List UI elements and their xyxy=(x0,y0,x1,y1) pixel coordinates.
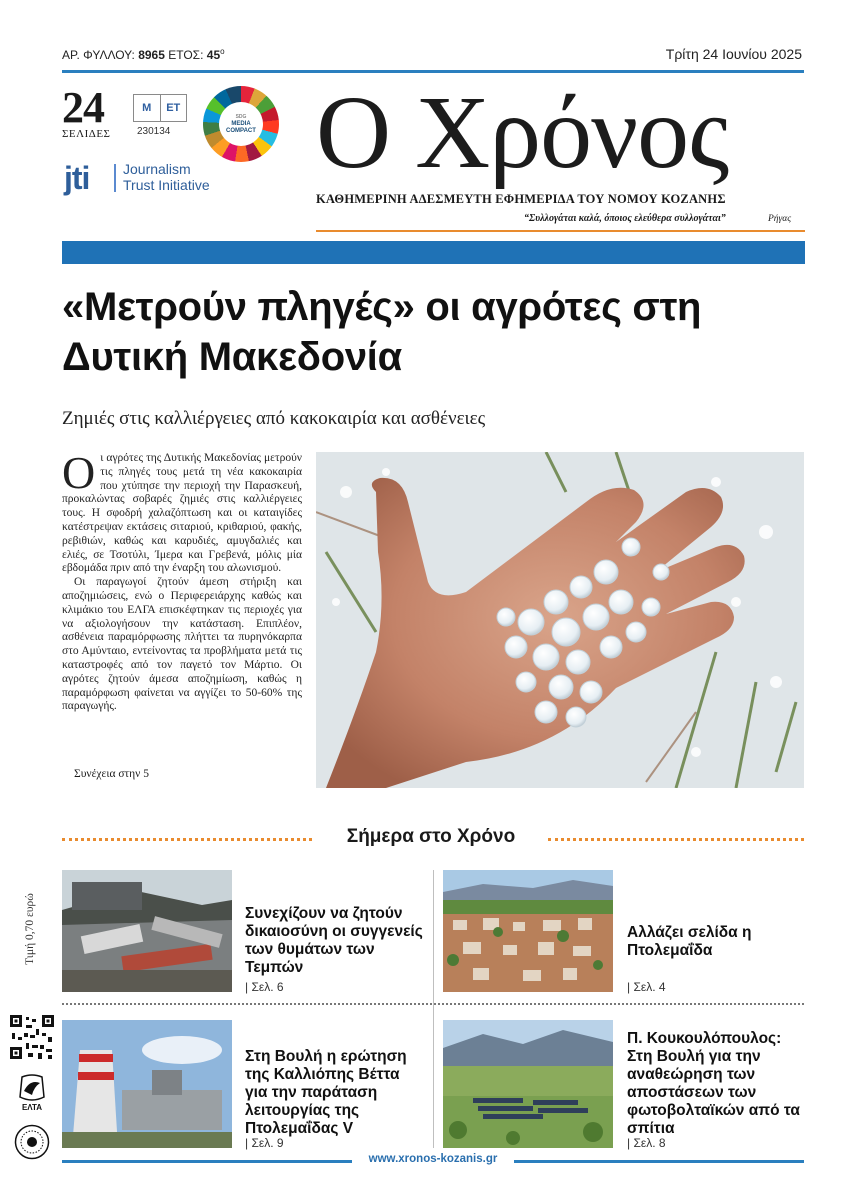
article-paragraph-1-text: ι αγρότες της Δυτικής Μακεδονίας μετρούν τις πληγές τους μετά τη νέα κακοκαιρία που χτύπησε την περιοχή την Παρασκευή, προκαλώντας σοβαρές ζημιές στις καλλιέργειες τους. Η σφοδρή χαλαζόπτωση και οι καταιγίδες κατέστρεψαν εκτάσεις σιταριού, κριθαριού, φακής, ρεβιθιών, καθώς και καρυδιές, αμυγδαλιές και ελιές, σε Τσοτύλι, Ίμερα και Γρεβενά, μόλις μία εβδομάδα πριν από την έναρξη του αλωνισμού. xyxy=(62,452,302,575)
article-paragraph-1 xyxy=(62,447,302,576)
story-1-title[interactable]: Συνεχίζουν να ζητούν δικαιοσύνη οι συγγενείς των θυμάτων των Τεμπών xyxy=(245,905,423,976)
story-2-title[interactable]: Αλλάζει σελίδα η Πτολεμαΐδα xyxy=(627,924,752,959)
lead-subheadline: Ζημιές στις καλλιέργειες από κακοκαιρία και ασθένειες xyxy=(62,408,486,429)
story-4-page: | Σελ. 8 xyxy=(627,1136,666,1150)
masthead-blue-band xyxy=(62,241,805,264)
hailstones-hand-illustration xyxy=(316,452,804,788)
hailstones-hand-photo xyxy=(316,452,804,788)
story-3-page: | Σελ. 9 xyxy=(245,1136,284,1150)
masthead-orange-rule xyxy=(316,230,805,232)
lead-article-body xyxy=(62,447,302,714)
price-text: Τιμή 0,70 ευρώ xyxy=(24,893,36,965)
section-dots-left xyxy=(62,838,312,841)
publication-date: Τρίτη 24 Ιουνίου 2025 xyxy=(665,46,802,62)
met-logo-left: Μ xyxy=(134,95,161,121)
solar-farm-illustration xyxy=(443,1020,613,1148)
continued-link[interactable]: Συνέχεια στην 5 xyxy=(74,768,150,780)
drop-cap: Ο xyxy=(62,447,96,498)
media-compact-media: MEDIA xyxy=(231,120,251,127)
issue-number: 8965 xyxy=(138,48,165,62)
met-logo xyxy=(133,94,187,122)
qr-code-icon[interactable] xyxy=(10,1015,54,1059)
ptolemaida-town-photo[interactable] xyxy=(443,870,613,992)
story-1-page: | Σελ. 6 xyxy=(245,980,284,994)
year-label: ΕΤΟΣ: xyxy=(168,48,204,62)
elta-postal-badge xyxy=(16,1073,48,1113)
row-divider xyxy=(62,1003,804,1005)
train-wreck-photo[interactable] xyxy=(62,870,232,992)
qr-code-graphic xyxy=(10,1015,54,1059)
issue-label: ΑΡ. ΦΥΛΛΟΥ: xyxy=(62,48,135,62)
media-compact-compact: COMPACT xyxy=(226,127,256,134)
elta-badge-graphic xyxy=(16,1073,48,1113)
footer-rule-left xyxy=(62,1160,352,1163)
jti-divider xyxy=(114,164,116,192)
jti-line-2: Trust Initiative xyxy=(123,177,210,193)
newspaper-subtitle: ΚΑΘΗΜΕΡΙΝΗ ΑΔΕΣΜΕΥΤΗ ΕΦΗΜΕΡΙΔΑ ΤΟΥ ΝΟΜΟΥ ΚΟΖΑΝΗΣ xyxy=(316,192,726,206)
footer-rule-right xyxy=(514,1160,804,1163)
power-plant-photo[interactable] xyxy=(62,1020,232,1148)
jti-logo: jti xyxy=(64,160,90,196)
section-dots-right xyxy=(548,838,804,841)
met-registry-number: 230134 xyxy=(137,126,171,137)
newspaper-title: Ο Χρόνος xyxy=(316,75,729,190)
article-paragraph-2: Οι παραγωγοί ζητούν άμεση στήριξη και αποζημιώσεις, ενώ ο Περιφερειάρχης καθώς και κλιμάκιο του ΕΛΓΑ επισκέφτηκαν τις περιοχές για να αξιολογήσουν την κατάσταση. Επιπλέον, ασθένεια παραμόρφωσης πλήττει τα πυρηνόκαρπα στο Αμύνταιο, εντείνοντας τα προβλήματα μετά τις καταστροφές από τον παγετό τον Μάρτιο. Οι αγρότες ζητούν άμεσα αποζημίωση, καθώς η παραμόρφωση φαίνεται να αγγίζει το 50-60% της παραγωγής. xyxy=(62,576,302,713)
story-3-title[interactable]: Στη Βουλή η ερώτηση της Καλλιόπης Βέττα για την παράταση λειτουργίας της Πτολεμαΐδας V xyxy=(245,1048,407,1137)
met-logo-right: ΕΤ xyxy=(166,102,181,114)
power-plant-illustration xyxy=(62,1020,232,1148)
jti-line-1: Journalism xyxy=(123,161,191,177)
train-wreck-illustration xyxy=(62,870,232,992)
pages-label: ΣΕΛΙΔΕΣ xyxy=(62,128,111,140)
issue-info xyxy=(62,47,225,62)
section-title: Σήμερα στο Χρόνο xyxy=(346,826,516,847)
ptolemaida-town-illustration xyxy=(443,870,613,992)
story-2-page: | Σελ. 4 xyxy=(627,980,666,994)
motto-author: Ρήγας xyxy=(768,214,792,224)
year-number: 45 xyxy=(206,48,221,62)
story-4-title[interactable]: Π. Κουκουλόπουλος: Στη Βουλή για την αναθεώρηση των αποστάσεων των φωτοβολταϊκών από τα σπίτια xyxy=(627,1030,800,1137)
price-label xyxy=(20,878,40,988)
media-compact-sdg: SDG xyxy=(235,113,247,120)
column-divider xyxy=(433,870,434,1148)
year-suffix: ο xyxy=(220,47,225,56)
pages-count: 24 xyxy=(62,83,104,132)
elta-text: ΕΛΤΑ xyxy=(21,1103,43,1112)
association-seal-graphic xyxy=(14,1124,50,1160)
solar-farm-photo[interactable] xyxy=(443,1020,613,1148)
motto: “Συλλογάται καλά, όποιος ελεύθερα συλλογάται” xyxy=(524,213,726,224)
sdg-media-compact-logo xyxy=(203,86,279,162)
lead-headline: «Μετρούν πληγές» οι αγρότες στη Δυτική Μακεδονία xyxy=(62,285,702,379)
top-rule xyxy=(62,70,804,73)
association-seal-icon xyxy=(14,1124,50,1160)
website-link[interactable]: www.xronos-kozanis.gr xyxy=(368,1153,498,1165)
